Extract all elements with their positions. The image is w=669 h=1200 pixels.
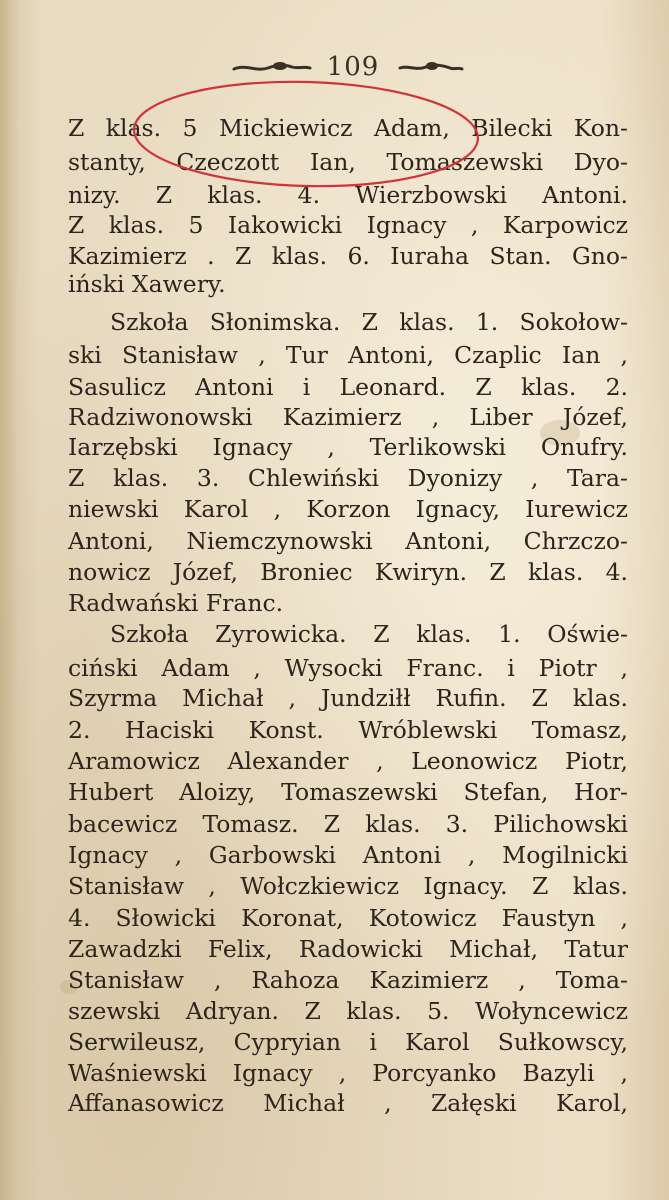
text-line: niewski Karol , Korzon Ignacy, Iurewicz (68, 495, 628, 523)
fleuron-right-icon (398, 60, 464, 76)
text-line: nizy. Z klas. 4. Wierzbowski Antoni. (68, 181, 628, 209)
text-line: stanty, Czeczott Ian, Tomaszewski Dyo- (68, 148, 628, 176)
text-line: Z klas. 5 Mickiewicz Adam, Bilecki Kon- (68, 114, 628, 142)
text-line: nowicz Józef, Broniec Kwiryn. Z klas. 4. (68, 558, 628, 586)
text-line: Zawadzki Felix, Radowicki Michał, Tatur (68, 935, 628, 963)
text-line: Z klas. 5 Iakowicki Ignacy , Karpowicz (68, 211, 628, 239)
text-line: Waśniewski Ignacy , Porcyanko Bazyli , (68, 1059, 628, 1087)
text-line: Iarzębski Ignacy , Terlikowski Onufry. (68, 433, 628, 461)
text-line: Z klas. 3. Chlewiński Dyonizy , Tara- (68, 464, 628, 492)
text-line: ciński Adam , Wysocki Franc. i Piotr , (68, 654, 628, 682)
text-line: szewski Adryan. Z klas. 5. Wołyncewicz (68, 997, 628, 1025)
text-line: Aramowicz Alexander , Leonowicz Piotr, (68, 747, 628, 775)
text-line: Antoni, Niemczynowski Antoni, Chrzczo- (68, 527, 628, 555)
text-line: 2. Haciski Konst. Wróblewski Tomasz, (68, 716, 628, 744)
text-line: Szkoła Słonimska. Z klas. 1. Sokołow- (110, 308, 628, 336)
text-line: iński Xawery. (68, 270, 226, 298)
text-line: ski Stanisław , Tur Antoni, Czaplic Ian , (68, 341, 628, 369)
red-annotation-circle (128, 76, 484, 194)
page-number: 109 (326, 52, 380, 82)
text-line: Stanisław , Rahoza Kazimierz , Toma- (68, 966, 628, 994)
text-line: Kazimierz . Z klas. 6. Iuraha Stan. Gno- (68, 242, 628, 270)
text-line: Stanisław , Wołczkiewicz Ignacy. Z klas. (68, 872, 628, 900)
text-line: Radwański Franc. (68, 589, 284, 617)
page-gutter-shadow (0, 0, 18, 1200)
text-line: Affanasowicz Michał , Załęski Karol, (68, 1089, 628, 1117)
text-line: Radziwonowski Kazimierz , Liber Józef, (68, 403, 628, 431)
text-line: 4. Słowicki Koronat, Kotowicz Faustyn , (68, 904, 628, 932)
text-line: Serwileusz, Cypryian i Karol Sułkowscy, (68, 1028, 628, 1056)
text-line: bacewicz Tomasz. Z klas. 3. Pilichowski (68, 810, 628, 838)
text-line: Hubert Aloizy, Tomaszewski Stefan, Hor- (68, 778, 628, 806)
text-line: Szyrma Michał , Jundziłł Rufin. Z klas. (68, 684, 628, 712)
fleuron-left-icon (232, 60, 312, 76)
text-line: Ignacy , Garbowski Antoni , Mogilnicki (68, 841, 628, 869)
text-line: Sasulicz Antoni i Leonard. Z klas. 2. (68, 373, 628, 401)
text-line: Szkoła Zyrowicka. Z klas. 1. Oświe- (110, 620, 628, 648)
